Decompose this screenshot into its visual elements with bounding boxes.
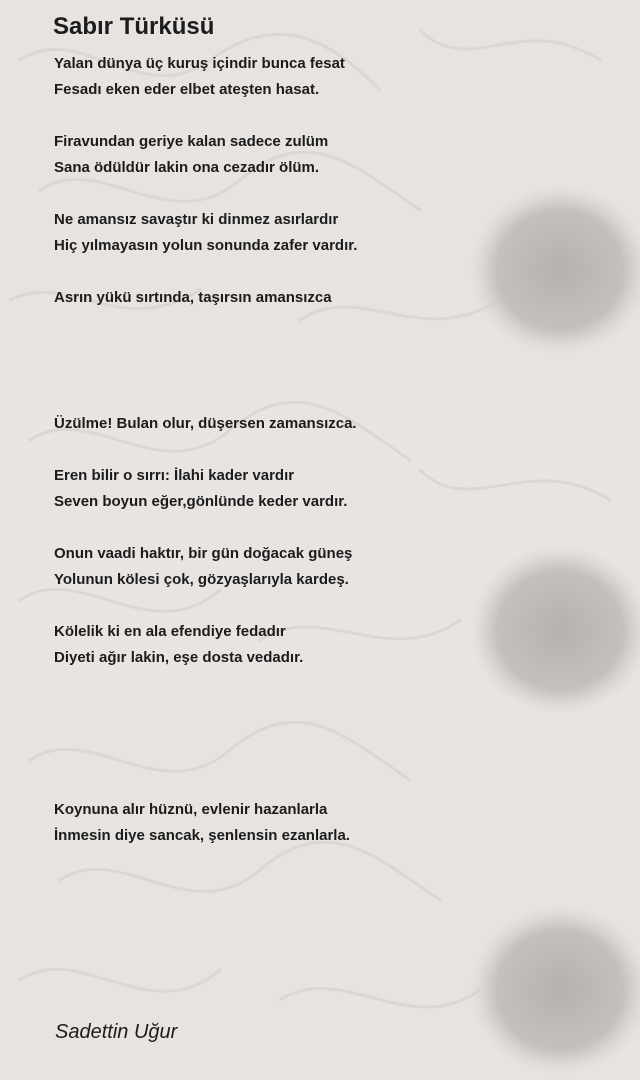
poem-line: İnmesin diye sancak, şenlensin ezanlarla. [54, 827, 350, 844]
poem-line: Firavundan geriye kalan sadece zulüm [54, 133, 329, 150]
poem-line: Onun vaadi haktır, bir gün doğacak güneş [54, 545, 353, 562]
poem-title: Sabır Türküsü [53, 13, 215, 40]
poem-author: Sadettin Uğur [55, 1021, 178, 1043]
poem-line: Eren bilir o sırrı: İlahi kader vardır [54, 467, 295, 484]
poem-line: Kölelik ki en ala efendiye fedadır [54, 623, 286, 640]
poem-line: Yalan dünya üç kuruş içindir bunca fesat [54, 55, 345, 72]
poem-line: Koynuna alır hüznü, evlenir hazanlarla [54, 801, 328, 818]
poem-line: Diyeti ağır lakin, eşe dosta vedadır. [54, 649, 304, 666]
poem-line: Yolunun kölesi çok, gözyaşlarıyla kardeş. [54, 571, 349, 588]
poem-line: Hiç yılmayasın yolun sonunda zafer vardır. [54, 237, 358, 254]
poem-line: Sana ödüldür lakin ona cezadır ölüm. [54, 159, 320, 176]
poem-line: Ne amansız savaştır ki dinmez asırlardır [54, 211, 339, 228]
poem-line: Fesadı eken eder elbet ateşten hasat. [54, 81, 320, 98]
poem-line: Asrın yükü sırtında, taşırsın amansızca [54, 289, 332, 306]
poem-line: Seven boyun eğer,gönlünde keder vardır. [54, 493, 348, 510]
poem-line: Üzülme! Bulan olur, düşersen zamansızca. [54, 415, 357, 432]
